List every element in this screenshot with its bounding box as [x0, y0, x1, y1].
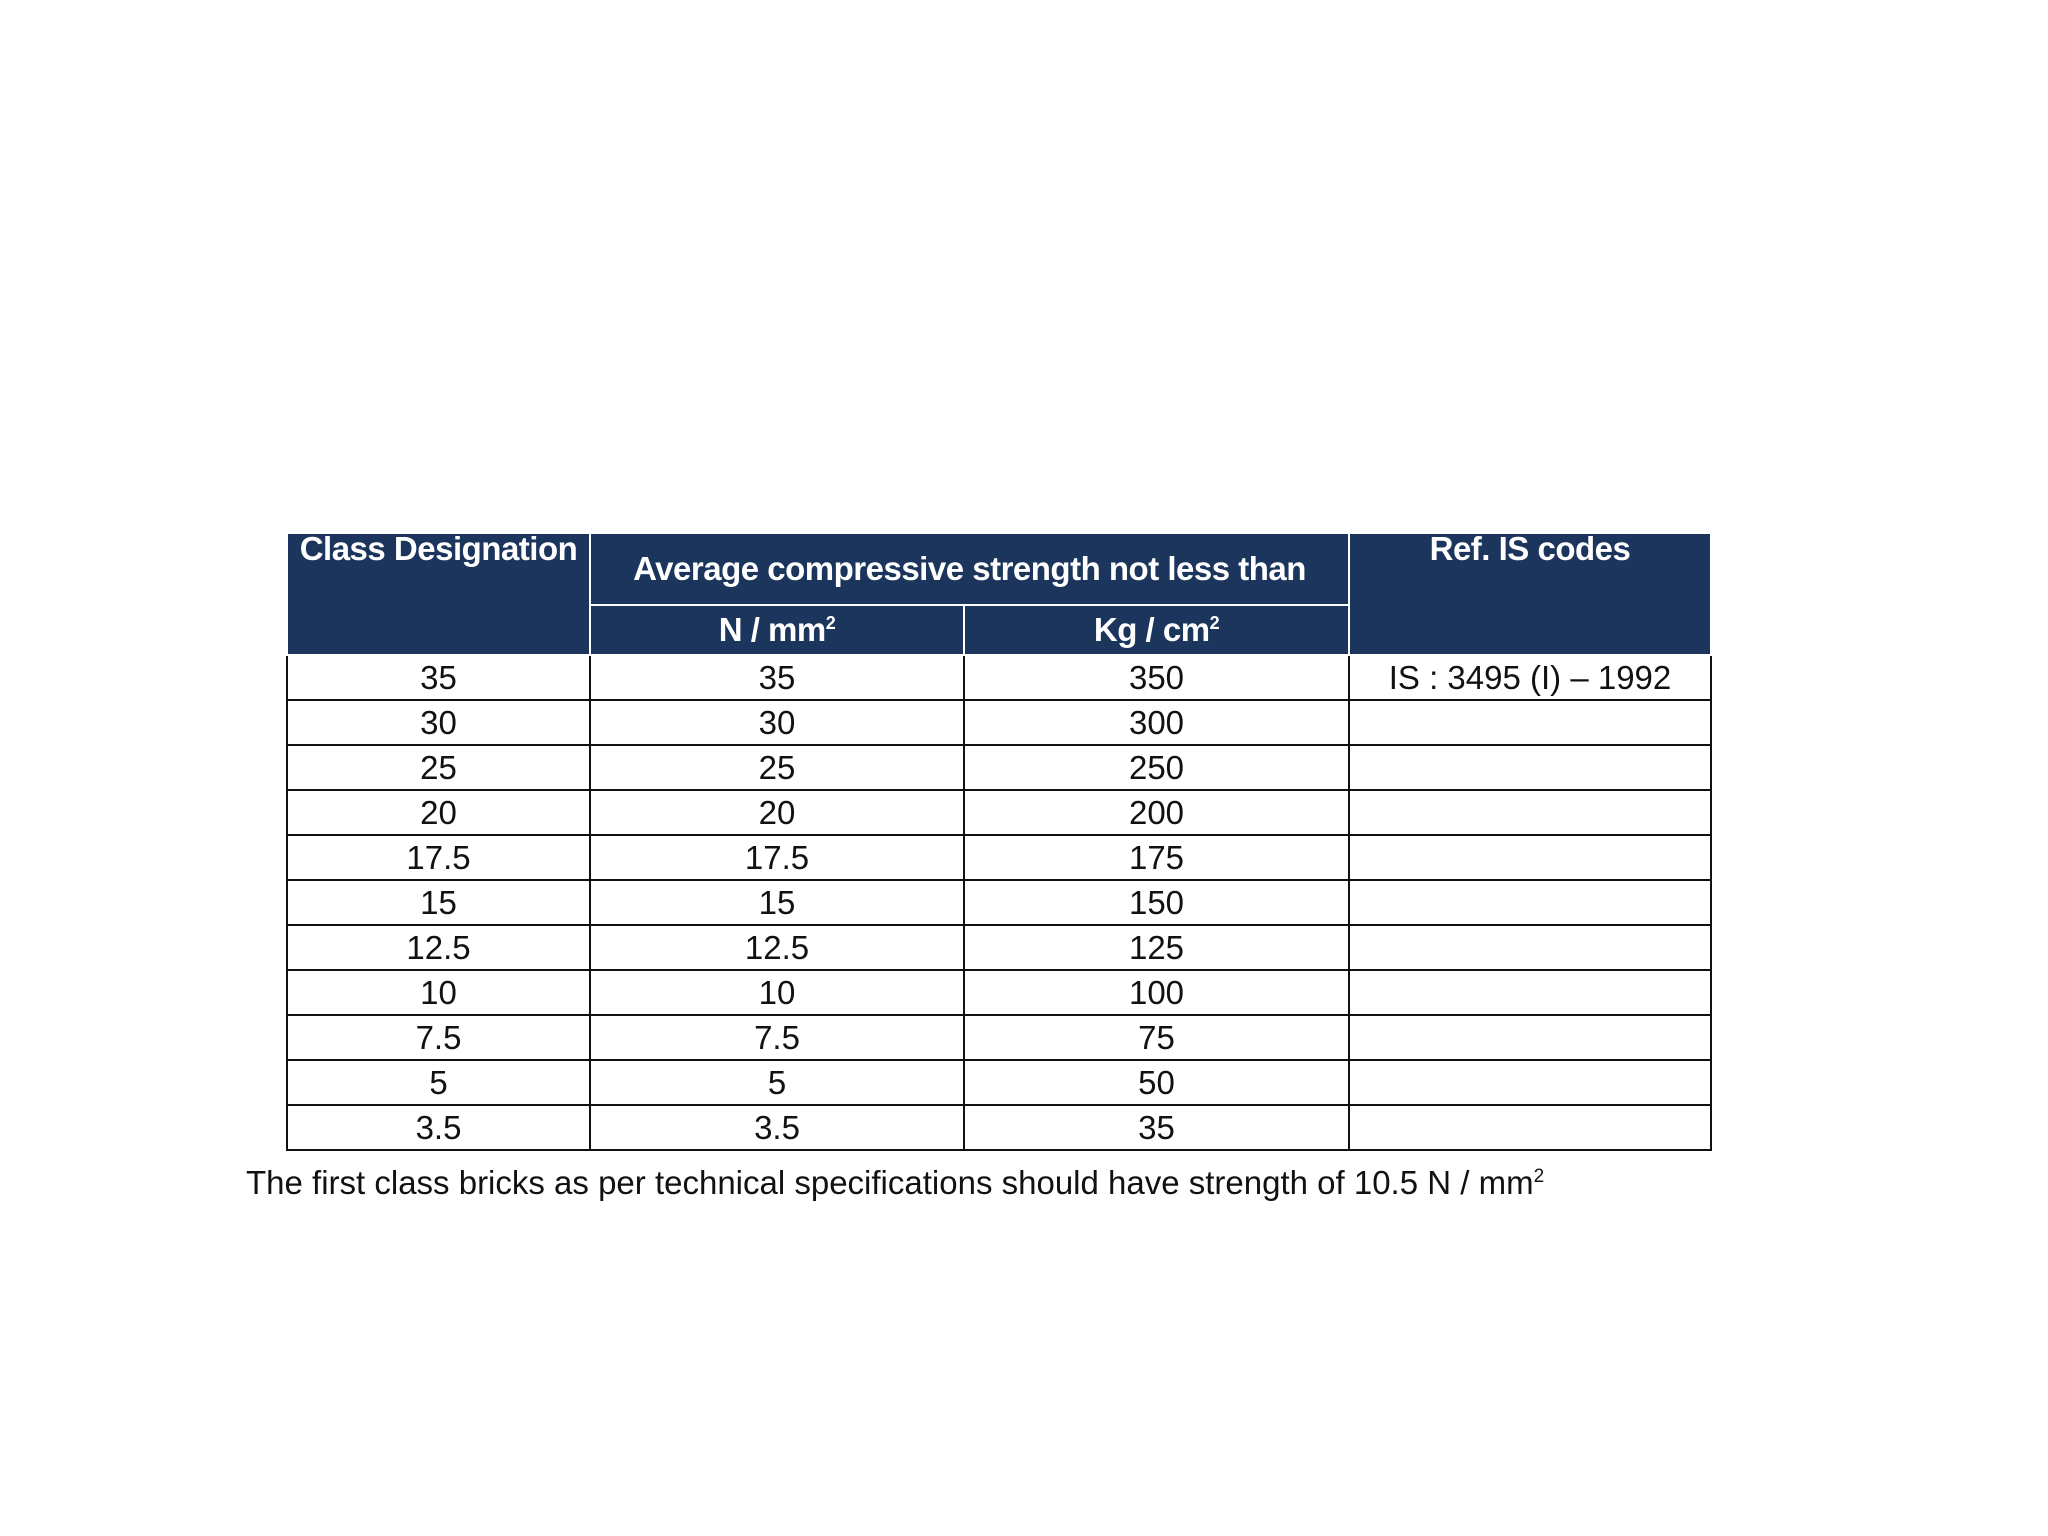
cell-ref-code — [1349, 835, 1711, 880]
cell-ref-code: IS : 3495 (I) – 1992 — [1349, 655, 1711, 700]
table-row — [287, 835, 1711, 880]
cell-n-mm2: 35 — [590, 655, 964, 700]
cell-kg-cm2: 250 — [964, 745, 1349, 790]
cell-kg-cm2: 75 — [964, 1015, 1349, 1060]
table-row — [287, 790, 1711, 835]
compressive-strength-table — [286, 532, 1712, 1151]
cell-ref-code — [1349, 970, 1711, 1015]
cell-kg-cm2: 125 — [964, 925, 1349, 970]
cell-n-mm2: 17.5 — [590, 835, 964, 880]
unit-n-label: N / mm — [718, 611, 826, 648]
cell-ref-code — [1349, 700, 1711, 745]
table-row — [287, 1060, 1711, 1105]
unit-n-superscript: 2 — [825, 613, 836, 633]
header-unit-n-mm2 — [590, 605, 964, 655]
cell-class: 15 — [287, 880, 590, 925]
cell-n-mm2: 25 — [590, 745, 964, 790]
table-row — [287, 700, 1711, 745]
footnote-superscript: 2 — [1533, 1166, 1545, 1187]
table-row — [287, 655, 1711, 700]
cell-n-mm2: 30 — [590, 700, 964, 745]
table-header — [287, 530, 1711, 655]
unit-kg-label: Kg / cm — [1093, 611, 1210, 648]
cell-class: 17.5 — [287, 835, 590, 880]
cell-kg-cm2: 200 — [964, 790, 1349, 835]
cell-kg-cm2: 150 — [964, 880, 1349, 925]
cell-class: 10 — [287, 970, 590, 1015]
cell-class: 35 — [287, 655, 590, 700]
table-row — [287, 745, 1711, 790]
table-row — [287, 970, 1711, 1015]
header-class-designation — [287, 530, 590, 655]
cell-n-mm2: 15 — [590, 880, 964, 925]
cell-class: 12.5 — [287, 925, 590, 970]
cell-n-mm2: 7.5 — [590, 1015, 964, 1060]
cell-ref-code — [1349, 1105, 1711, 1150]
cell-kg-cm2: 300 — [964, 700, 1349, 745]
cell-kg-cm2: 50 — [964, 1060, 1349, 1105]
cell-ref-code — [1349, 925, 1711, 970]
cell-class: 30 — [287, 700, 590, 745]
cell-kg-cm2: 175 — [964, 835, 1349, 880]
cell-n-mm2: 10 — [590, 970, 964, 1015]
cell-ref-code — [1349, 1060, 1711, 1105]
cell-ref-code — [1349, 1015, 1711, 1060]
header-class-designation-label: Class Designation — [299, 530, 578, 567]
cell-n-mm2: 3.5 — [590, 1105, 964, 1150]
cell-class: 5 — [287, 1060, 590, 1105]
header-average-strength: Average compressive strength not less than — [590, 533, 1349, 605]
table-row — [287, 1015, 1711, 1060]
table-row — [287, 1105, 1711, 1150]
cell-ref-code — [1349, 790, 1711, 835]
table-row — [287, 880, 1711, 925]
cell-class: 25 — [287, 745, 590, 790]
cell-ref-code — [1349, 880, 1711, 925]
cell-kg-cm2: 100 — [964, 970, 1349, 1015]
cell-kg-cm2: 35 — [964, 1105, 1349, 1150]
cell-n-mm2: 12.5 — [590, 925, 964, 970]
header-ref-codes — [1349, 530, 1711, 655]
table-row — [287, 925, 1711, 970]
cell-n-mm2: 5 — [590, 1060, 964, 1105]
cell-n-mm2: 20 — [590, 790, 964, 835]
cell-ref-code — [1349, 745, 1711, 790]
footnote — [246, 1164, 1544, 1202]
unit-kg-superscript: 2 — [1209, 613, 1220, 633]
footnote-text: The first class bricks as per technical specifications should have strength of 10.5 N / mm — [246, 1164, 1534, 1201]
cell-class: 20 — [287, 790, 590, 835]
cell-kg-cm2: 350 — [964, 655, 1349, 700]
header-unit-kg-cm2 — [964, 605, 1349, 655]
cell-class: 7.5 — [287, 1015, 590, 1060]
cell-class: 3.5 — [287, 1105, 590, 1150]
header-ref-codes-label: Ref. IS codes — [1429, 530, 1631, 567]
table-body — [287, 655, 1711, 1150]
